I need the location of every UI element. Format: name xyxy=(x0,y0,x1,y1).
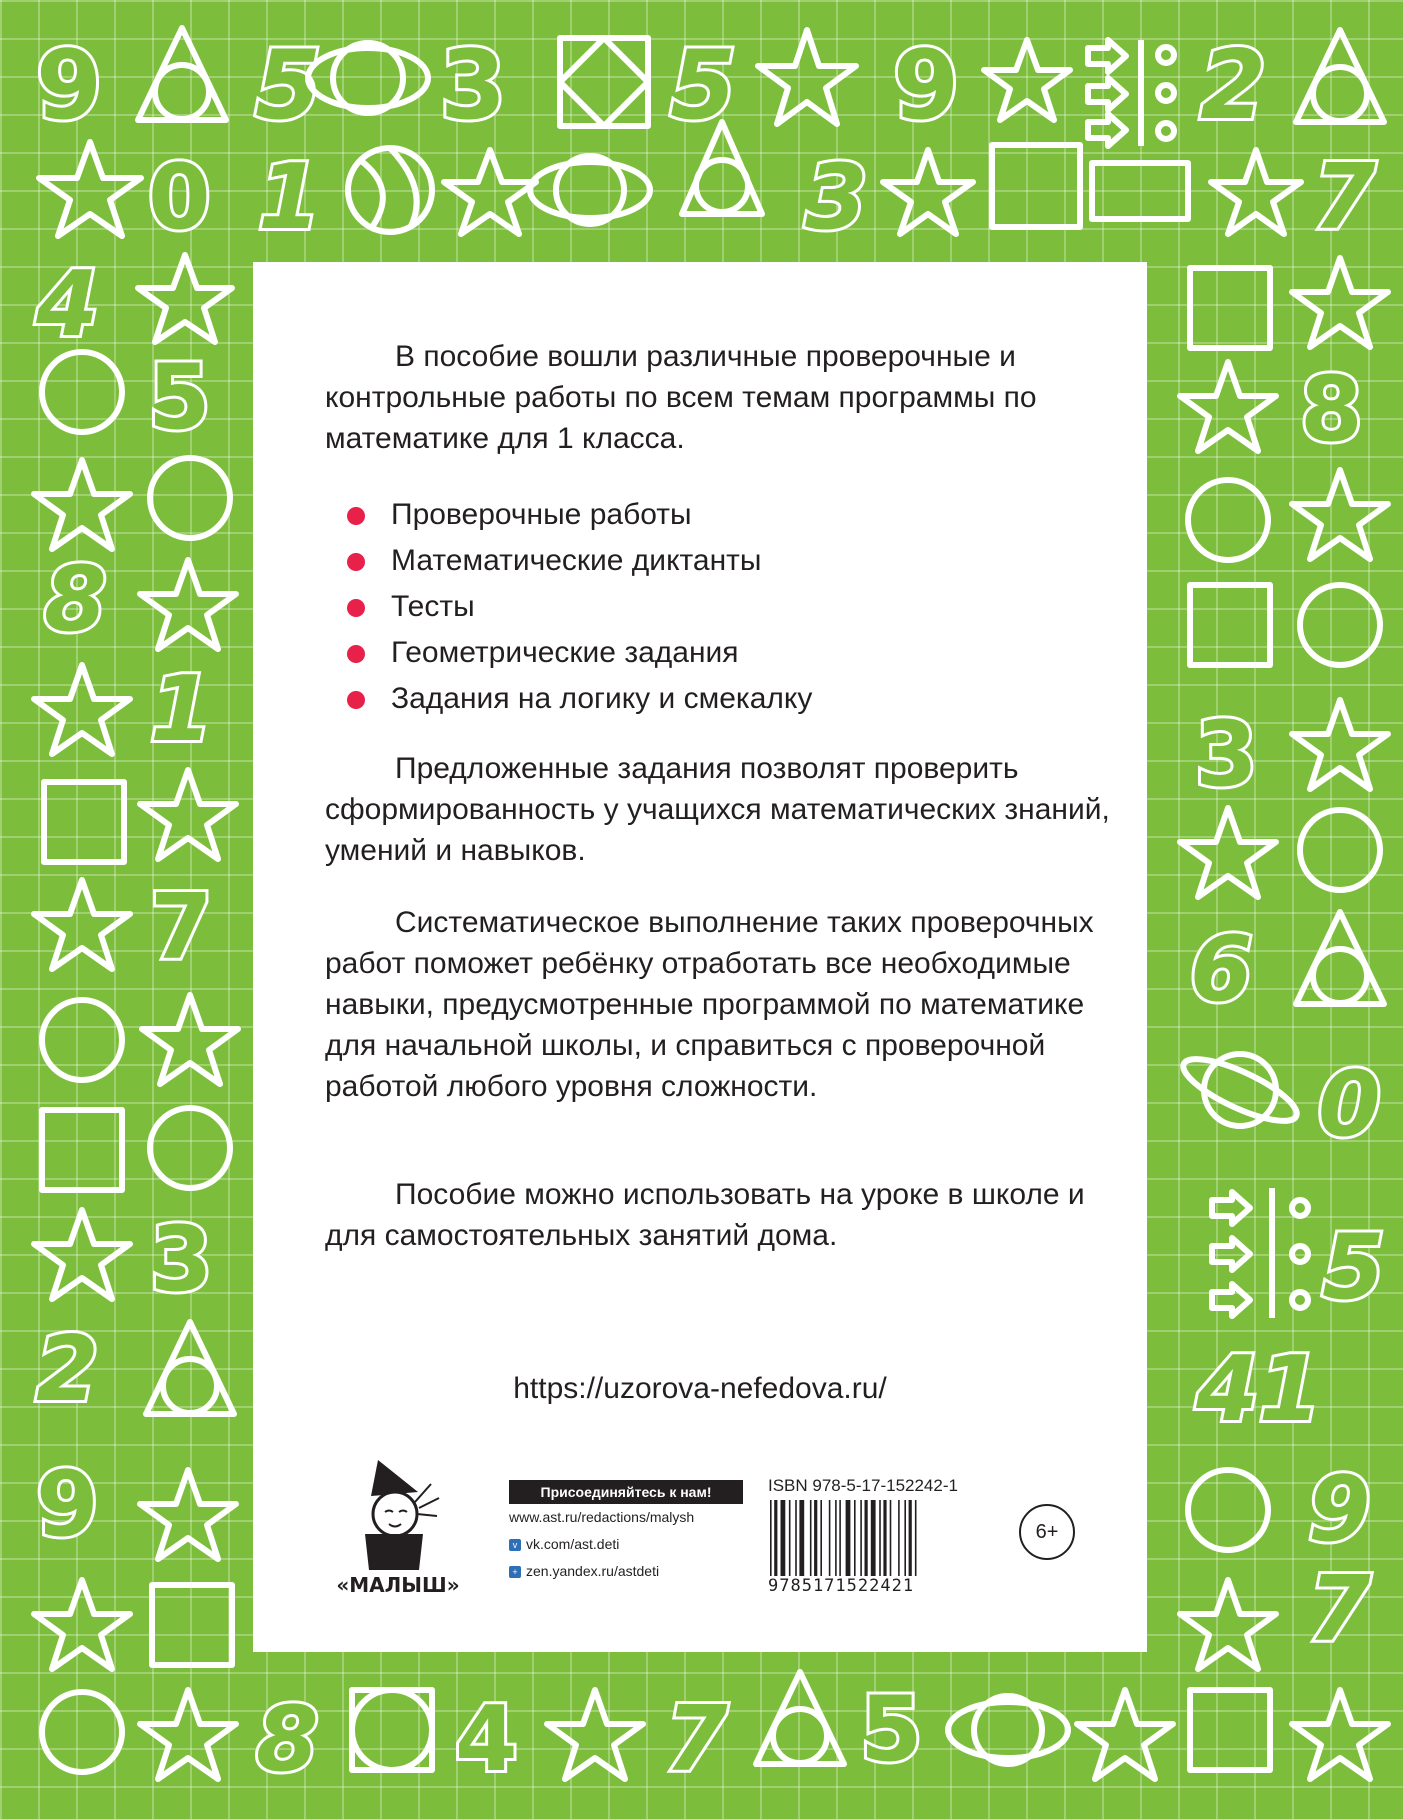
website-link[interactable]: https://uzorova-nefedova.ru/ xyxy=(513,1372,887,1405)
border-digit: 7 xyxy=(1313,145,1376,250)
border-digit: 4 xyxy=(455,1687,518,1792)
arrow-icon xyxy=(1212,1238,1250,1270)
border-digit: 3 xyxy=(805,145,868,250)
border-digit: 9 xyxy=(36,31,103,141)
circle-icon xyxy=(352,1690,432,1770)
star-icon xyxy=(39,142,141,236)
isbn-barcode xyxy=(768,1476,988,1596)
assessment-paragraph xyxy=(325,748,1115,871)
barcode-bar xyxy=(883,1500,886,1576)
barcode-bar xyxy=(915,1500,917,1576)
border-digit: 1 xyxy=(150,657,213,762)
border-digit: 0 xyxy=(1318,1052,1381,1157)
star-icon xyxy=(758,30,856,124)
arrow-icon xyxy=(1212,1284,1250,1316)
star-icon xyxy=(140,770,236,859)
star-icon xyxy=(984,40,1070,120)
circle-icon xyxy=(155,65,209,119)
zen-link[interactable]: zen.yandex.ru/astdeti xyxy=(526,1563,660,1579)
border-digit: 8 xyxy=(1300,357,1363,462)
border-digit: 41 xyxy=(1196,1337,1322,1442)
list-item xyxy=(325,492,812,538)
website-row[interactable] xyxy=(509,1504,743,1531)
barcode-bar xyxy=(890,1500,892,1576)
diamond-icon xyxy=(560,38,648,126)
barcode-bar xyxy=(829,1500,831,1576)
star-icon xyxy=(1292,470,1388,559)
usage-paragraph xyxy=(325,1174,1115,1256)
square-icon xyxy=(42,1110,122,1190)
usage-text: Пособие можно использовать на уроке в школе и для самостоятельных занятий дома. xyxy=(325,1178,1085,1252)
border-digit: 3 xyxy=(150,1207,213,1312)
border-digit: 0 xyxy=(148,145,211,250)
join-us-banner: Присоединяйтесь к нам! xyxy=(509,1480,743,1504)
circle-icon xyxy=(150,458,230,538)
barcode-bar xyxy=(770,1500,772,1576)
star-icon xyxy=(1211,150,1301,234)
circle-icon xyxy=(150,1108,230,1188)
ellipse-icon xyxy=(308,48,428,108)
star-icon xyxy=(34,1210,130,1299)
circle-icon xyxy=(1292,1246,1308,1262)
star-icon xyxy=(34,460,130,549)
barcode-bar xyxy=(871,1500,876,1576)
barcode-bar xyxy=(814,1500,817,1576)
star-icon xyxy=(34,665,130,754)
star-icon xyxy=(1292,700,1388,789)
circle-icon xyxy=(1158,85,1174,101)
triangle-icon xyxy=(756,1672,844,1764)
border-digit: 4 xyxy=(36,252,99,357)
arrow-icon xyxy=(1088,114,1126,146)
star-icon xyxy=(140,560,236,649)
star-icon xyxy=(883,150,973,234)
star-icon xyxy=(444,150,536,234)
barcode-bar xyxy=(909,1500,912,1576)
circle-icon xyxy=(333,43,403,113)
circle-icon xyxy=(1158,123,1174,139)
social-links xyxy=(509,1480,743,1585)
border-digit: 3 xyxy=(440,31,507,141)
border-digit: 8 xyxy=(44,547,107,652)
square-icon xyxy=(992,145,1080,227)
barcode-bar xyxy=(781,1500,786,1576)
feature-list xyxy=(325,492,812,722)
circle-icon xyxy=(696,160,748,212)
border-digit: 9 xyxy=(36,1452,99,1557)
circle-icon xyxy=(1300,810,1380,890)
triangle-icon xyxy=(1296,912,1384,1004)
barcode-bar xyxy=(835,1500,837,1576)
star-icon xyxy=(34,1580,130,1669)
list-item xyxy=(325,676,812,722)
isbn-label: ISBN 978-5-17-152242-1 xyxy=(768,1476,958,1495)
star-icon xyxy=(1292,1690,1388,1779)
list-item xyxy=(325,584,812,630)
border-digit: 5 xyxy=(670,31,737,141)
circle-icon xyxy=(1292,1292,1308,1308)
circle-icon xyxy=(1300,585,1380,665)
arrow-icon xyxy=(1088,78,1126,110)
circle-icon xyxy=(1188,480,1268,560)
star-icon xyxy=(138,255,232,342)
bullet-dot-icon xyxy=(347,599,365,617)
border-digit: 2 xyxy=(36,1317,99,1422)
border-digit: 5 xyxy=(148,345,211,450)
star-icon xyxy=(1180,362,1276,451)
content-panel xyxy=(253,262,1147,1652)
square-icon xyxy=(44,782,124,862)
circle-icon xyxy=(42,352,122,432)
intro-paragraph xyxy=(325,336,1115,459)
border-digit: 5 xyxy=(860,1677,923,1782)
star-icon xyxy=(142,995,238,1084)
circle-icon xyxy=(1313,67,1367,121)
ball-stripe xyxy=(360,148,417,230)
barcode-bar xyxy=(839,1500,841,1576)
square-icon xyxy=(1190,585,1270,665)
star-icon xyxy=(547,1690,643,1779)
barcode-bar xyxy=(774,1500,777,1576)
barcode-bar xyxy=(810,1500,812,1576)
intro-text: В пособие вошли различные проверочные и контрольные работы по всем темам программы по математике для 1 класса. xyxy=(325,340,1037,455)
circle-icon xyxy=(974,1696,1042,1764)
circle-icon xyxy=(556,156,624,224)
barcode-digits: 9785171522421 xyxy=(768,1576,915,1596)
list-item xyxy=(325,538,812,584)
arrow-icon xyxy=(1088,40,1126,72)
list-item-label: Математические диктанты xyxy=(391,544,762,577)
list-item xyxy=(325,630,812,676)
barcode-bar xyxy=(820,1500,822,1576)
barcode-bar xyxy=(799,1500,804,1576)
publisher-site-link[interactable]: www.ast.ru/redactions/malysh xyxy=(509,1509,695,1525)
border-digit: 5 xyxy=(255,31,322,141)
border-digit: 1 xyxy=(258,145,321,250)
barcode-bar xyxy=(795,1500,797,1576)
border-digit: 9 xyxy=(1308,1457,1371,1562)
triangle-icon xyxy=(138,28,226,120)
bullet-dot-icon xyxy=(347,507,365,525)
circle-icon xyxy=(1158,47,1174,63)
border-digit: 3 xyxy=(1195,702,1258,807)
star-icon xyxy=(34,880,130,969)
barcode-bar xyxy=(904,1500,906,1576)
arrow-icon xyxy=(1212,1192,1250,1224)
planet-ring xyxy=(1176,1047,1304,1132)
barcode-bar xyxy=(865,1500,868,1576)
bullet-dot-icon xyxy=(347,691,365,709)
border-digit: 6 xyxy=(1190,917,1253,1022)
vk-row[interactable] xyxy=(509,1531,743,1558)
border-digit: 7 xyxy=(150,875,213,980)
ellipse-icon xyxy=(530,162,650,218)
star-icon xyxy=(1180,1580,1276,1669)
circle-icon xyxy=(1292,1200,1308,1216)
list-item-label: Геометрические задания xyxy=(391,636,739,669)
logo-body-icon xyxy=(365,1534,423,1570)
star-icon xyxy=(1077,1690,1173,1779)
logo-hair-icon xyxy=(415,1484,439,1516)
logo-wordmark: «МАЛЫШ» xyxy=(336,1573,460,1597)
border-digit: 7 xyxy=(1308,1557,1371,1662)
border-digit: 8 xyxy=(256,1687,319,1792)
rectangle-icon xyxy=(1092,163,1188,219)
circle-icon xyxy=(1188,1470,1268,1550)
border-digit: 5 xyxy=(1322,1215,1385,1320)
practice-paragraph xyxy=(325,902,1115,1107)
circle-icon xyxy=(773,1709,827,1763)
circle-icon xyxy=(42,1000,122,1080)
border-digit: 2 xyxy=(1200,31,1267,141)
bullet-dot-icon xyxy=(347,645,365,663)
barcode-bar xyxy=(854,1500,856,1576)
vk-link[interactable]: vk.com/ast.deti xyxy=(526,1536,620,1552)
star-icon xyxy=(140,1690,236,1779)
triangle-icon xyxy=(146,1322,234,1414)
circle-icon xyxy=(42,1692,122,1772)
border-digit: 9 xyxy=(893,31,960,141)
list-item-label: Проверочные работы xyxy=(391,498,692,531)
star-icon xyxy=(1292,258,1388,347)
bullet-dot-icon xyxy=(347,553,365,571)
ellipse-icon xyxy=(948,1702,1068,1758)
logo-face-icon xyxy=(373,1492,417,1536)
star-icon xyxy=(140,1470,236,1559)
practice-text: Систематическое выполнение таких проверочных работ поможет ребёнку отработать все необходимые навыки, предусмотренные программой по математике для начальной школы, и справиться с проверочной работой любого уровня сложности. xyxy=(325,906,1094,1103)
zen-icon: + xyxy=(509,1566,521,1578)
list-item-label: Тесты xyxy=(391,590,475,623)
barcode-bar xyxy=(898,1500,900,1576)
list-item-label: Задания на логику и смекалку xyxy=(391,682,813,715)
barcode-bars xyxy=(768,1500,968,1576)
barcode-bar xyxy=(789,1500,791,1576)
circle-icon xyxy=(1313,949,1367,1003)
vk-icon: v xyxy=(509,1539,521,1551)
barcode-bar xyxy=(879,1500,881,1576)
zen-row[interactable] xyxy=(509,1558,743,1585)
star-icon xyxy=(1180,808,1276,897)
square-icon xyxy=(1190,1690,1270,1770)
square-icon xyxy=(152,1585,232,1665)
triangle-icon xyxy=(1296,30,1384,122)
square-icon xyxy=(1190,268,1270,348)
assessment-text: Предложенные задания позволят проверить сформированность у учащихся математических знаний, умений и навыков. xyxy=(325,752,1110,867)
barcode-bar xyxy=(860,1500,862,1576)
square-icon xyxy=(560,38,648,126)
circle-icon xyxy=(163,1359,217,1413)
barcode-bar xyxy=(846,1500,851,1576)
publisher-logo xyxy=(323,1452,473,1597)
border-digit: 7 xyxy=(665,1687,728,1792)
age-rating-badge: 6+ xyxy=(1019,1504,1075,1560)
